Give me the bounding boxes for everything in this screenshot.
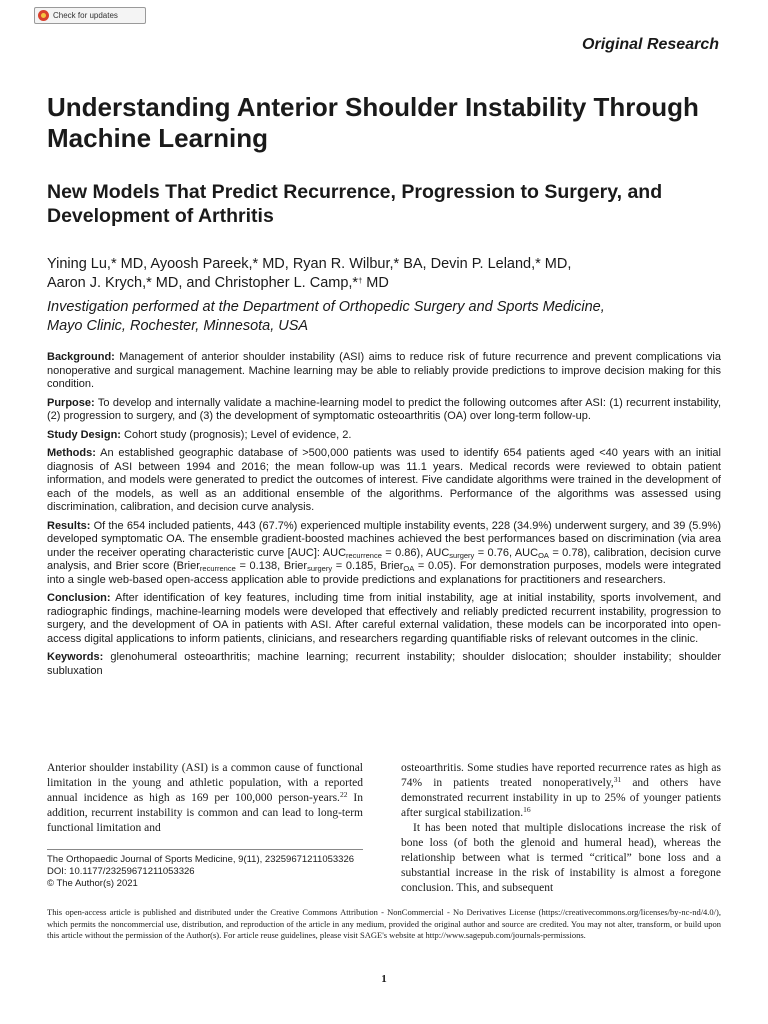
purpose-label: Purpose: <box>47 396 95 409</box>
results-text: = 0.86), AUC <box>381 546 450 559</box>
conclusion-text: After identification of key features, including time from initial instability, age at initial instability, sports involvement, and radiographic findings, machine-learning models were developed that effectively and reliably predicted recurrent instability, progression to surgery, and the development of OA in patients with ASI. After careful external validation, these models can be incorporated into open-access digital applications to inform patients, clinicians, and researchers regarding quantifiable risks of relevant outcomes in the clinic. <box>47 592 721 645</box>
results-text: Of the 654 included patients, 443 (67.7%) experienced multiple instability events, 228 (34.9%) underwent surgery, and 39 (5.9%) developed symptomatic OA. The ensemble gradient-boosted machines achieved the best performances based on discrimination (via area under the receiver operating characteristic curve [AUC]: AUC <box>47 519 721 559</box>
study-design-label: Study Design: <box>47 428 121 441</box>
copyright-line: © The Author(s) 2021 <box>47 878 138 889</box>
paragraph-text: osteoarthritis. Some studies have reported recurrence rates as high as 74% in patients treated nonoperatively, <box>401 762 721 789</box>
section-label: Original Research <box>582 36 719 53</box>
results-text: = 0.05). For demonstration purposes, models were integrated into a single web-based open-access application able to provide predictions and explanations for practitioners and researchers. <box>47 560 721 586</box>
intro-paragraph-1 <box>47 761 363 836</box>
methods-text: An established geographic database of >500,000 patients was used to identify 654 patients aged <40 years with an initial diagnosis of ASI between 1994 and 2016; the mean follow-up was 11.1 years. Medical records were reviewed to obtain patient information, and models were generated to predict the outcomes of interest. Five candidate algorithms were trained in the development of each of the models, as well as an additional ensemble of the algorithms. Performance of the algorithms was assessed using discrimination, calibration, and decision curve analysis. <box>47 447 721 513</box>
results-text: = 0.78), calibration, decision curve analysis, and Brier score (Brier <box>47 546 721 572</box>
results-subscript: recurrence <box>346 550 382 560</box>
results-text: = 0.185, Brier <box>332 560 404 572</box>
results-subscript: surgery <box>449 550 475 560</box>
author-line-1: Yining Lu,* MD, Ayoosh Pareek,* MD, Ryan R. Wilbur,* BA, Devin P. Leland,* MD, <box>47 256 572 272</box>
background-label: Background: <box>47 351 115 363</box>
article-title: Understanding Anterior Shoulder Instability Through Machine Learning <box>47 92 699 153</box>
citation-ref[interactable]: 22 <box>339 790 348 799</box>
abstract-methods <box>47 447 721 515</box>
dagger-mark: † <box>358 276 363 285</box>
paragraph-text: In addition, recurrent instability is common and can lead to long-term functional limitation and <box>47 792 363 834</box>
intro-paragraph-2: It has been noted that multiple dislocations increase the risk of bone loss (of both the glenoid and humeral head), whereas the relationship between what is termed “critical” bone loss and a substantial increase in the risk of instability is almost a foregone conclusion. This, and subsequent <box>401 822 721 894</box>
keywords-text: glenohumeral osteoarthritis; machine learning; recurrent instability; shoulder dislocation; shoulder instability; shoulder subluxation <box>47 651 721 677</box>
results-subscript: recurrence <box>199 564 236 573</box>
check-for-updates-label: Check for updates <box>53 11 118 20</box>
methods-label: Methods: <box>47 447 96 459</box>
check-for-updates-badge[interactable] <box>34 7 146 24</box>
abstract-conclusion <box>47 592 721 646</box>
journal-footnote <box>47 854 377 890</box>
citation-ref[interactable]: 31 <box>613 775 622 784</box>
abstract <box>47 351 721 683</box>
author-list <box>47 255 737 293</box>
purpose-text: To develop and internally validate a machine-learning model to predict the following outcomes after ASI: (1) recurrent instability, (2) progression to surgery, and (3) the development of symptomatic osteoarthritis (OA) over long-term follow-up. <box>47 396 721 422</box>
results-subscript: surgery <box>307 564 333 573</box>
crossmark-icon <box>38 10 49 21</box>
abstract-keywords <box>47 651 721 678</box>
affiliation-line-1: Investigation performed at the Department of Orthopedic Surgery and Sports Medicine, <box>47 299 605 315</box>
results-subscript: OA <box>403 564 415 573</box>
paragraph-text: and others have demonstrated recurrent instability in up to 25% of younger patients after surgical stabilization. <box>401 777 722 819</box>
abstract-study-design <box>47 429 721 443</box>
body-column-left <box>47 761 363 836</box>
license-statement: This open-access article is published and distributed under the Creative Commons Attribution - NonCommercial - No Derivatives License (https://creativecommons.org/licenses/by-nc-nd/4.0/), which permits the noncommercial use, distribution, and reproduction of the article in any medium, provided the original author and source are credited. You may not alter, transform, or build upon this article without the permission of the Author(s). For article reuse guidelines, please visit SAGE's website at http://www.sagepub.com/journals-permissions. <box>47 907 721 940</box>
doi-link[interactable]: DOI: 10.1177/23259671211053326 <box>47 866 195 877</box>
study-design-text: Cohort study (prognosis); Level of evidence, 2. <box>120 428 352 441</box>
conclusion-label: Conclusion: <box>47 592 111 604</box>
keywords-label: Keywords: <box>47 651 104 663</box>
paragraph-text: Anterior shoulder instability (ASI) is a common cause of functional limitation in the young and athletic population, with a reported annual incidence as high as 169 per 100,000 person-years. <box>47 762 363 804</box>
results-text: = 0.138, Brier <box>235 560 308 572</box>
author-line-2-degree: MD <box>362 275 389 291</box>
abstract-purpose <box>47 397 721 424</box>
journal-citation: The Orthopaedic Journal of Sports Medicine, 9(11), 23259671211053326 <box>47 854 355 865</box>
affiliation-line-2: Mayo Clinic, Rochester, Minnesota, USA <box>47 318 309 334</box>
background-text: Management of anterior shoulder instability (ASI) aims to reduce risk of future recurrence and prevent complications via nonoperative and surgical management. Machine learning may be able to reliably provide predictions to improve decision making for this condition. <box>47 351 721 390</box>
affiliation <box>47 298 737 336</box>
body-column-right <box>401 761 721 896</box>
abstract-background <box>47 351 721 392</box>
abstract-results <box>47 520 721 588</box>
intro-paragraph-1-continued <box>401 761 721 821</box>
results-subscript: OA <box>538 550 549 560</box>
author-line-2-text: Aaron J. Krych,* MD, and Christopher L. Camp,* <box>47 275 359 291</box>
results-text: = 0.76, AUC <box>474 546 539 559</box>
page-number: 1 <box>381 973 387 985</box>
author-line-2 <box>47 274 737 293</box>
footnote-divider <box>47 849 363 850</box>
results-label: Results: <box>47 519 91 532</box>
citation-ref[interactable]: 16 <box>523 805 531 814</box>
article-subtitle: New Models That Predict Recurrence, Progression to Surgery, and Development of Arthritis <box>47 181 663 227</box>
